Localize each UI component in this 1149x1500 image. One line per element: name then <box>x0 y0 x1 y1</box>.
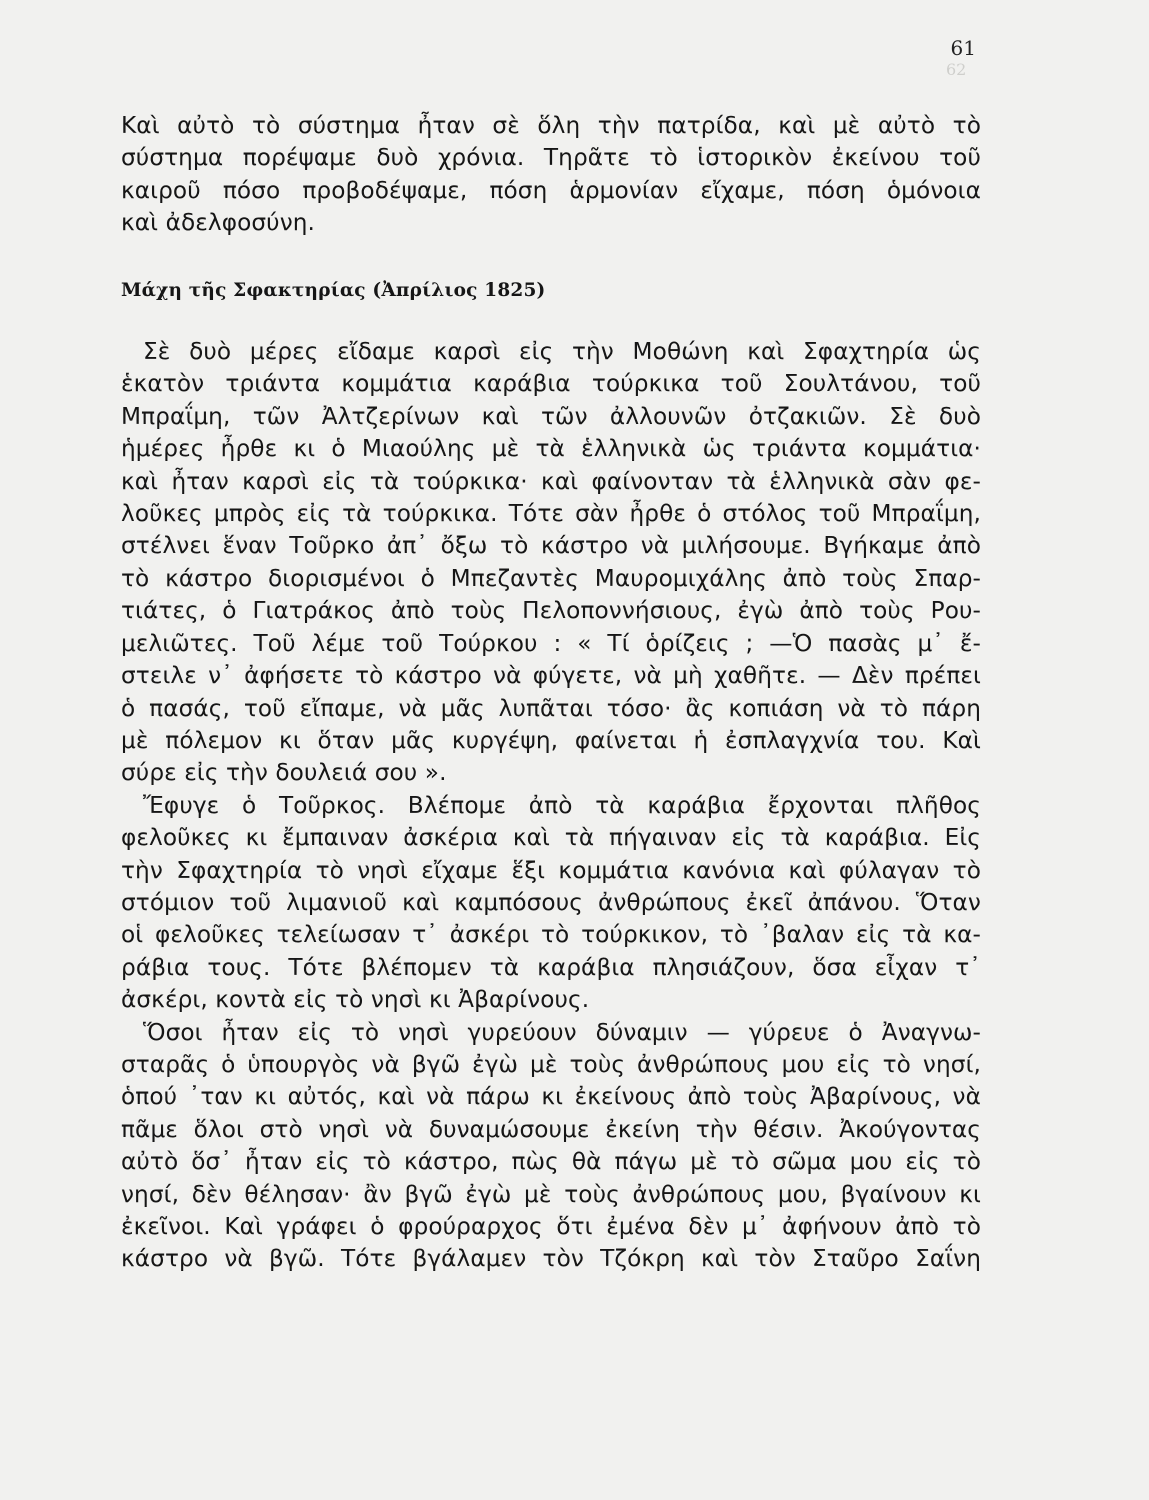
bleed-through-page-number: 62 <box>946 60 967 79</box>
text-line: καιροῦ πόσο προβοδέψαμε, πόση ἁρμονίαν εἴχαμε, πόση ὁμόνοια <box>121 176 981 204</box>
section-heading: Μάχη τῆς Σφακτηρίας (Ἀπρίλιος 1825) <box>121 279 546 301</box>
text-line: πᾶμε ὅλοι στὸ νησὶ νὰ δυναμώσουμε ἐκείνη τὴν θέσιν. Ἀκούγοντας <box>121 1115 981 1143</box>
text-line: στέλνει ἕναν Τοῦρκο ἀπ᾿ ὄξω τὸ κάστρο νὰ μιλήσουμε. Βγήκαμε ἀπὸ <box>121 532 981 560</box>
text-line: Σὲ δυὸ μέρες εἴδαμε καρσὶ εἰς τὴν Μοθώνη καὶ Σφαχτηρία ὡς <box>143 338 981 366</box>
text-line: Μπραΐμη, τῶν Ἀλτζερίνων καὶ τῶν ἀλλουνῶν ὀτζακιῶν. Σὲ δυὸ <box>121 402 981 430</box>
text-line: τιάτες, ὁ Γιατράκος ἀπὸ τοὺς Πελοποννήσιους, ἐγὼ ἀπὸ τοὺς Ρου- <box>121 597 981 625</box>
text-line: νησί, δὲν θέλησαν· ἂν βγῶ ἐγὼ μὲ τοὺς ἀνθρώπους μου, βγαίνουν κι <box>121 1180 981 1208</box>
text-line: οἱ φελοῦκες τελείωσαν τ᾿ ἀσκέρι τὸ τούρκικον, τὸ ᾿βαλαν εἰς τὰ κα- <box>121 921 981 949</box>
text-line: Ὅσοι ἦταν εἰς τὸ νησὶ γυρεύουν δύναμιν — γύρευε ὁ Ἀναγνω- <box>143 1018 981 1046</box>
text-line: ἑκατὸν τριάντα κομμάτια καράβια τούρκικα τοῦ Σουλτάνου, τοῦ <box>121 370 981 398</box>
paragraph-2 <box>121 790 981 1017</box>
text-line: στόμιον τοῦ λιμανιοῦ καὶ καμπόσους ἀνθρώπους ἐκεῖ ἀπάνου. Ὅταν <box>121 888 981 916</box>
text-line: ἀσκέρι, κοντὰ εἰς τὸ νησὶ κι Ἀβαρίνους. <box>121 986 590 1014</box>
text-line: ἡμέρες ἦρθε κι ὁ Μιαούλης μὲ τὰ ἑλληνικὰ ὡς τριάντα κομμάτια· <box>121 435 981 463</box>
page-text <box>121 110 981 1276</box>
text-line: μελιῶτες. Τοῦ λέμε τοῦ Τούρκου : « Τί ὁρίζεις ; —Ὁ πασὰς μ᾿ ἔ- <box>121 629 981 657</box>
text-line: τὸ κάστρο διορισμένοι ὁ Μπεζαντὲς Μαυρομιχάλης ἀπὸ τοὺς Σπαρ- <box>121 564 981 592</box>
text-line: καὶ ἀδελφοσύνη. <box>121 209 316 237</box>
text-line: ἐκεῖνοι. Καὶ γράφει ὁ φρούραρχος ὅτι ἐμένα δὲν μ᾿ ἀφήνουν ἀπὸ τὸ <box>121 1213 981 1240</box>
text-line: Καὶ αὐτὸ τὸ σύστημα ἦταν σὲ ὅλη τὴν πατρίδα, καὶ μὲ αὐτὸ τὸ <box>121 112 981 139</box>
text-line: σταρᾶς ὁ ὑπουργὸς νὰ βγῶ ἐγὼ μὲ τοὺς ἀνθρώπους μου εἰς τὸ νησί, <box>121 1050 981 1078</box>
text-line: ὁπού ᾿ταν κι αὐτός, καὶ νὰ πάρω κι ἐκείνους ἀπὸ τοὺς Ἀβαρίνους, νὰ <box>121 1083 981 1111</box>
text-line: αὐτὸ ὅσ᾿ ἦταν εἰς τὸ κάστρο, πὼς θὰ πάγω μὲ τὸ σῶμα μου εἰς τὸ <box>121 1148 981 1176</box>
paragraph-1 <box>121 336 981 790</box>
page-number: 61 <box>950 36 976 60</box>
text-line: ὁ πασάς, τοῦ εἴπαμε, νὰ μᾶς λυπᾶται τόσο· ἂς κοπιάση νὰ τὸ πάρη <box>121 694 981 722</box>
text-line: ράβια τους. Τότε βλέπομεν τὰ καράβια πλησιάζουν, ὅσα εἶχαν τ᾿ <box>121 953 981 981</box>
paragraph-3 <box>121 1017 981 1276</box>
text-line: στειλε ν᾿ ἀφήσετε τὸ κάστρο νὰ φύγετε, νὰ μὴ χαθῆτε. — Δὲν πρέπει <box>121 662 981 690</box>
text-line: σύρε εἰς τὴν δουλειά σου ». <box>121 759 447 787</box>
text-line: φελοῦκες κι ἔμπαιναν ἀσκέρια καὶ τὰ πήγαιναν εἰς τὰ καράβια. Εἰς <box>121 824 981 852</box>
text-line: μὲ πόλεμον κι ὅταν μᾶς κυργέψη, φαίνεται ἡ ἐσπλαγχνία του. Καὶ <box>121 726 981 754</box>
text-line: λοῦκες μπρὸς εἰς τὰ τούρκικα. Τότε σὰν ἦρθε ὁ στόλος τοῦ Μπραΐμη, <box>121 500 981 528</box>
text-line: κάστρο νὰ βγῶ. Τότε βγάλαμεν τὸν Τζόκρη καὶ τὸν Σταῦρο Σαΐνη <box>121 1245 981 1273</box>
text-line: Ἔφυγε ὁ Τοῦρκος. Βλέπομε ἀπὸ τὰ καράβια ἔρχονται πλῆθος <box>143 791 981 819</box>
text-line: σύστημα πορέψαμε δυὸ χρόνια. Τηρᾶτε τὸ ἱστορικὸν ἐκείνου τοῦ <box>121 144 981 172</box>
text-line: τὴν Σφαχτηρία τὸ νησὶ εἴχαμε ἕξι κομμάτια κανόνια καὶ φύλαγαν τὸ <box>121 856 981 884</box>
intro-paragraph <box>121 110 981 240</box>
text-line: καὶ ἦταν καρσὶ εἰς τὰ τούρκικα· καὶ φαίνονταν τὰ ἑλληνικὰ σὰν φε- <box>121 467 981 495</box>
